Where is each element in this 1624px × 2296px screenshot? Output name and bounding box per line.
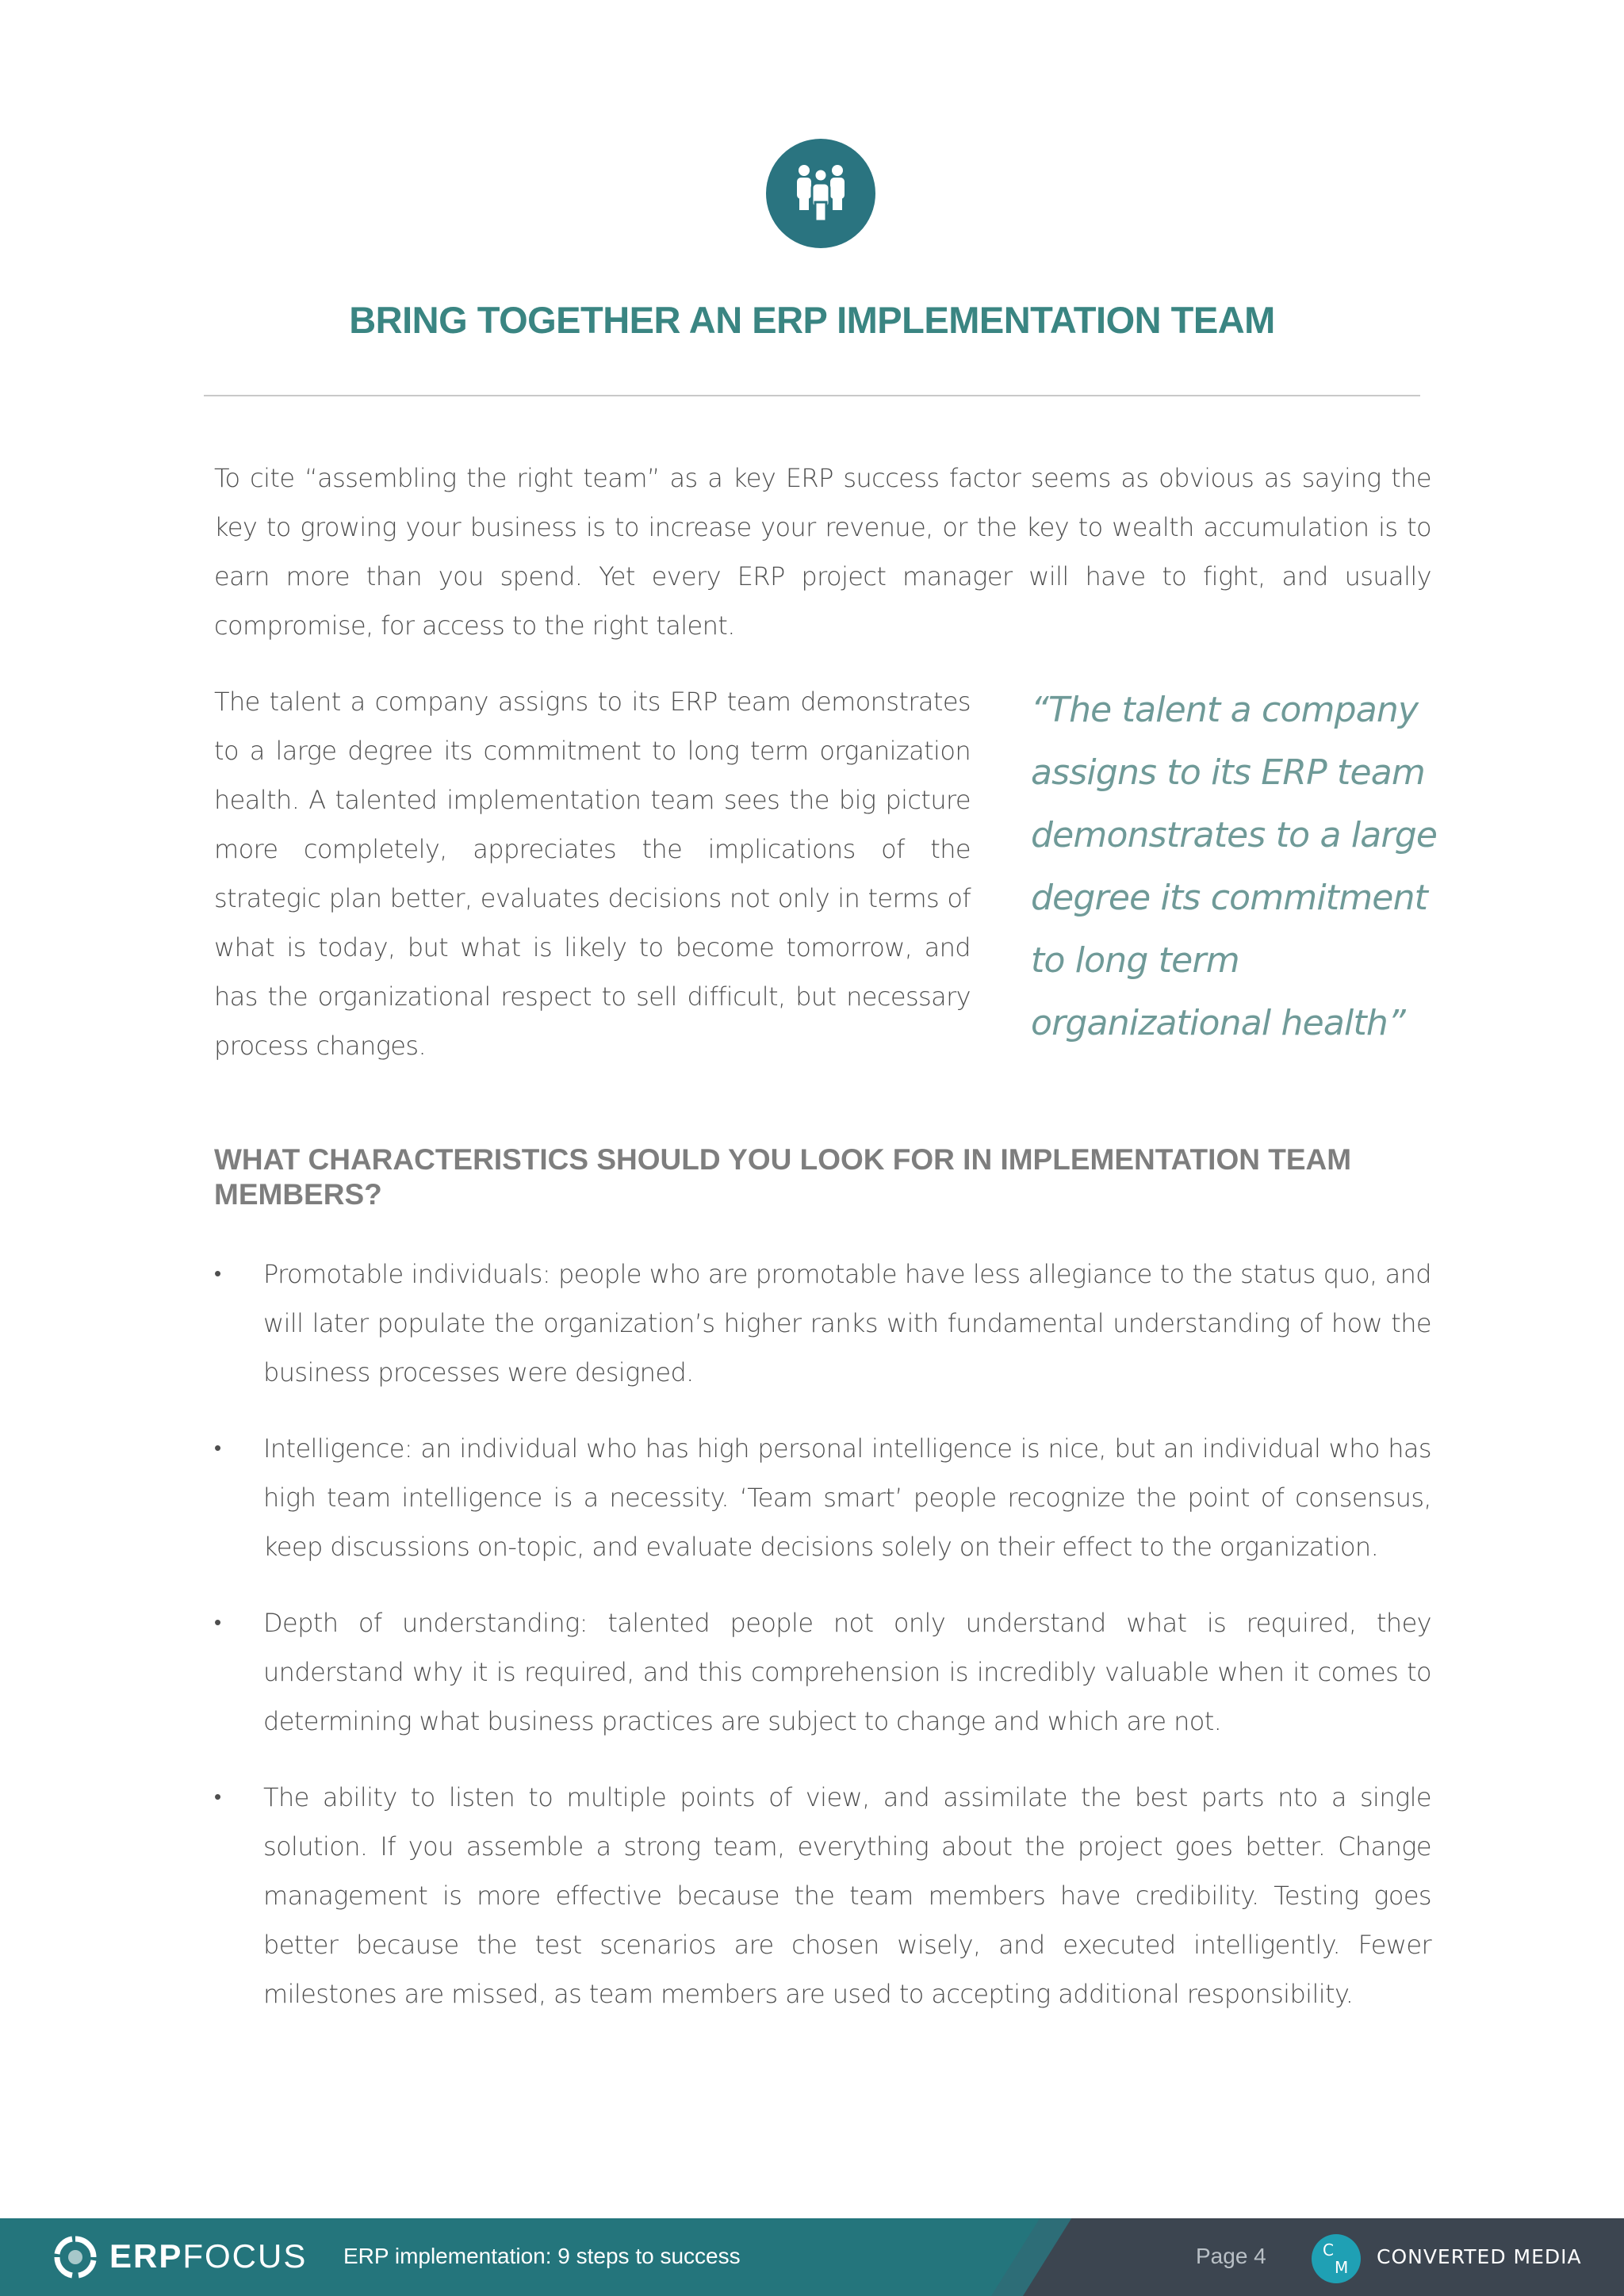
- list-item-text: Intelligence: an individual who has high personal intelligence is nice, but an individual who has high team intelligence is a necessity. ‘Team smart’ people recognize the point of consensus, keep discussions on-topic, and evaluate decisions solely on their effect to the organization.: [263, 1433, 1431, 1562]
- erp-focus-logo-icon: [52, 2234, 98, 2280]
- section-subheading: WHAT CHARACTERISTICS SHOULD YOU LOOK FOR IN IMPLEMENTATION TEAM MEMBERS?: [214, 1143, 1352, 1211]
- logo-bold: ERP: [109, 2237, 183, 2275]
- team-people-icon: [766, 139, 875, 248]
- bullet-icon: •: [214, 1262, 221, 1286]
- list-item-text: Promotable individuals: people who are promotable have less allegiance to the status quo, and will later populate the organization’s higher ranks with fundamental understanding of how the business processes were designed.: [263, 1259, 1431, 1387]
- intro-paragraph: To cite “assembling the right team” as a key ERP success factor seems as obvious as saying the key to growing your business is to increase your revenue, or the key to wealth accumulation is to earn more than you spend. Yet every ERP project manager will have to fight, and usually compromise, for access to the right talent.: [214, 463, 1431, 641]
- title-divider: [204, 395, 1420, 396]
- list-item: [214, 1249, 1431, 1397]
- list-item-text: The ability to listen to multiple points of view, and assimilate the best parts nto a single solution. If you assemble a strong team, everything about the project goes better. Change management is more effective because the team members have credibility. Testing goes better because the test scenarios are chosen wisely, and executed intelligently. Fewer milestones are missed, as team members are used to accepting additional responsibility.: [263, 1782, 1431, 2009]
- bullet-icon: •: [214, 1611, 221, 1635]
- list-item: [214, 1424, 1431, 1571]
- page-footer: [0, 2218, 1624, 2296]
- talent-paragraph: The talent a company assigns to its ERP team demonstrates to a large degree its commitment to long term organization health. A talented implementation team sees the big picture more completely, appreciates the implications of the strategic plan better, evaluates decisions not only in terms of what is today, but what is likely to become tomorrow, and has the organizational respect to sell difficult, but necessary process changes.: [214, 687, 971, 1061]
- document-title: ERP implementation: 9 steps to success: [343, 2244, 741, 2268]
- logo-initial: M: [1335, 2258, 1349, 2277]
- erp-focus-logo-text: [109, 2237, 307, 2276]
- list-item-text: Depth of understanding: talented people not only understand what is required, they understand why it is required, and this comprehension is incredibly valuable when it comes to determining what business practices are subject to change and which are not.: [263, 1608, 1431, 1736]
- page-number: Page 4: [1196, 2244, 1266, 2268]
- converted-media-logo-icon: [1312, 2234, 1361, 2283]
- characteristics-list: [214, 1249, 1431, 2045]
- pull-quote: “The talent a company assigns to its ERP team demonstrates to a large degree its commitment to long term organizational health”: [1031, 690, 1438, 1043]
- logo-light: FOCUS: [182, 2237, 308, 2275]
- page-title: BRING TOGETHER AN ERP IMPLEMENTATION TEAM: [349, 299, 1275, 341]
- bullet-icon: •: [214, 1785, 221, 1809]
- list-item: [214, 1773, 1431, 2019]
- bullet-icon: •: [214, 1437, 221, 1460]
- partner-name: CONVERTED MEDIA: [1377, 2245, 1582, 2268]
- logo-initial: C: [1323, 2241, 1334, 2260]
- list-item: [214, 1598, 1431, 1746]
